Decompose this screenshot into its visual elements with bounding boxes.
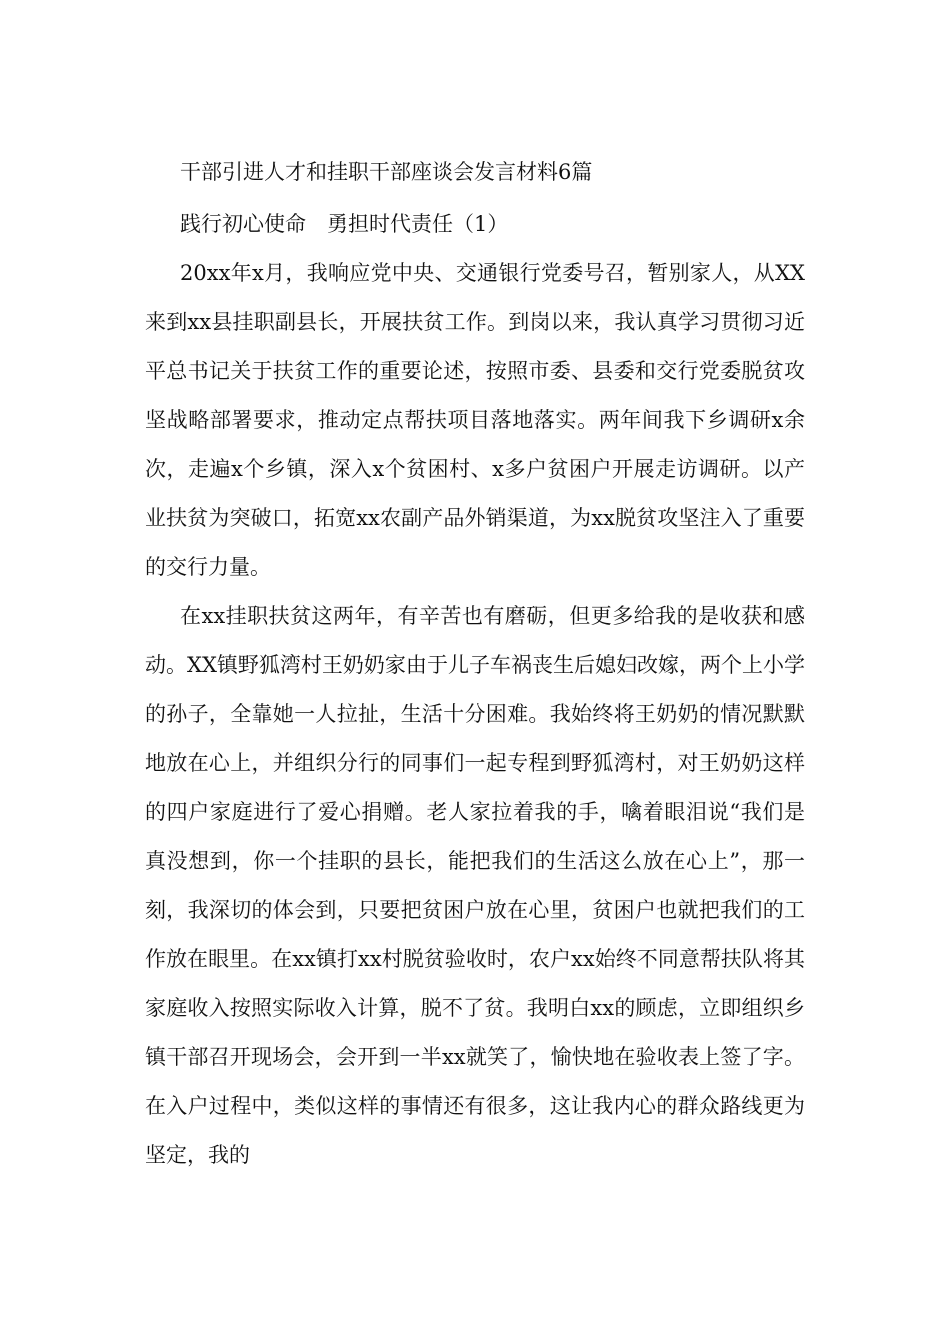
document-title: 干部引进人才和挂职干部座谈会发言材料6篇 [180,160,593,184]
paragraph-2: 在xx挂职扶贫这两年，有辛苦也有磨砺，但更多给我的是收获和感动。XX镇野狐湾村王奶奶家由于儿子车祸丧生后媳妇改嫁，两个上小学的孙子，全靠她一人拉扯，生活十分困难。我始终将王奶奶的情况默默地放在心上，并组织分行的同事们一起专程到野狐湾村，对王奶奶这样的四户家庭进行了爱心捐赠。老人家拉着我的手，噙着眼泪说“我们是真没想到，你一个挂职的县长，能把我们的生活这么放在心上”，那一刻，我深切的体会到，只要把贫困户放在心里，贫困户也就把我们的工作放在眼里。在xx镇打xx村脱贫验收时，农户xx始终不同意帮扶队将其家庭收入按照实际收入计算，脱不了贫。我明白xx的顾虑，立即组织乡镇干部召开现场会，会开到一半xx就笑了，愉快地在验收表上签了字。在入户过程中，类似这样的事情还有很多，这让我内心的群众路线更为坚定，我的 [145,604,805,1167]
document-body [145,152,805,1180]
paragraph-1: 20xx年x月，我响应党中央、交通银行党委号召，暂别家人，从XX来到xx县挂职副县长，开展扶贫工作。到岗以来，我认真学习贯彻习近平总书记关于扶贫工作的重要论述，按照市委、县委和交行党委脱贫攻坚战略部署要求，推动定点帮扶项目落地落实。两年间我下乡调研x余次，走遍x个乡镇，深入x个贫困村、x多户贫困户开展走访调研。以产业扶贫为突破口，拓宽xx农副产品外销渠道，为xx脱贫攻坚注入了重要的交行力量。 [145,261,805,579]
section-subtitle: 践行初心使命 勇担时代责任（1） [180,212,509,236]
